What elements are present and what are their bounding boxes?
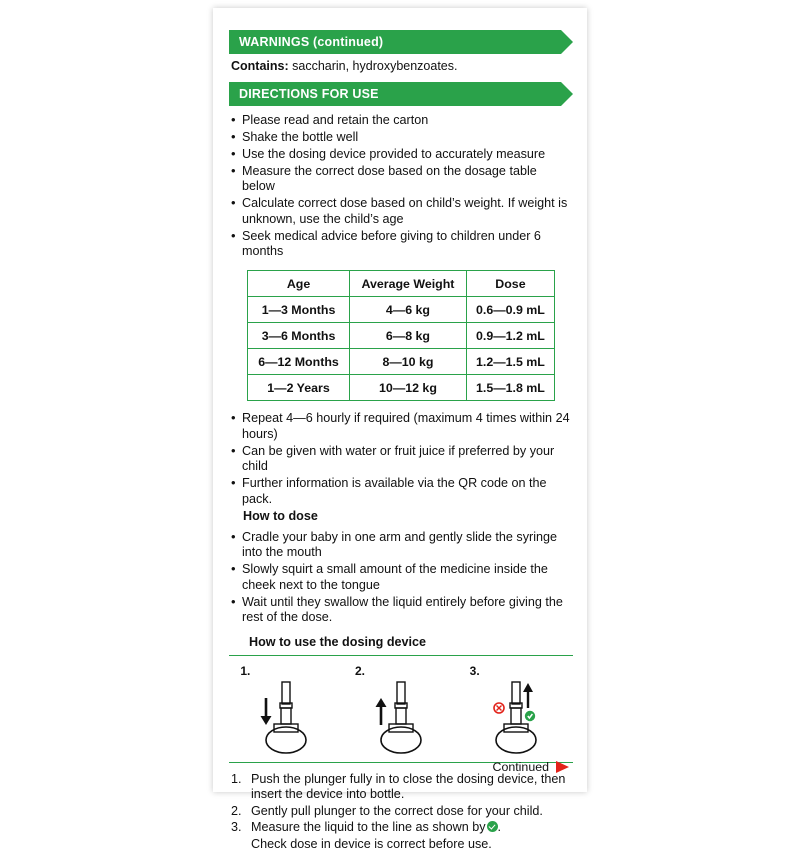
- dosage-table: [247, 270, 555, 401]
- contains-line: [231, 59, 573, 75]
- label-content: [229, 30, 573, 853]
- continued-label: Continued: [492, 760, 549, 774]
- list-item: [249, 837, 573, 852]
- contains-label: Contains:: [231, 59, 289, 73]
- list-item: • Shake the bottle well: [229, 130, 573, 145]
- list-item: • Further information is available via the QR code on the pack.: [229, 476, 573, 507]
- warnings-header-bar: [229, 30, 561, 54]
- list-item: • Calculate correct dose based on child’s weight. If weight is unknown, use the child’s age: [229, 196, 573, 227]
- directions-header-bar: [229, 82, 561, 106]
- dosing-device-illustrations: [229, 655, 573, 763]
- device-step-2-number: 2.: [354, 663, 365, 678]
- step-period: .: [497, 820, 502, 835]
- table-cell: 6—8 kg: [350, 323, 467, 349]
- step-number: 2.: [231, 803, 242, 818]
- table-cell: 3—6 Months: [248, 323, 350, 349]
- device-step-1-number: 1.: [240, 663, 251, 678]
- list-item: • Repeat 4—6 hourly if required (maximum 4 times within 24 hours): [229, 411, 573, 442]
- step-text: Push the plunger fully in to close the dosing device, then insert the device into bottle.: [251, 771, 566, 802]
- table-header-cell: Dose: [466, 271, 554, 297]
- directions-bullet-list: [229, 113, 573, 260]
- device-step-1: [236, 664, 336, 756]
- table-cell: 1—2 Years: [248, 375, 350, 401]
- numbered-instructions: [229, 772, 573, 852]
- list-item: • Use the dosing device provided to accurately measure: [229, 147, 573, 162]
- step-text: Check dose in device is correct before use.: [251, 836, 492, 851]
- table-cell: 1—3 Months: [248, 297, 350, 323]
- contains-text: saccharin, hydroxybenzoates.: [288, 59, 458, 73]
- step-text: Gently pull plunger to the correct dose for your child.: [251, 803, 543, 818]
- label-panel: [213, 8, 587, 851]
- step-number: 3.: [231, 820, 242, 835]
- list-item: • Measure the correct dose based on the dosage table below: [229, 164, 573, 195]
- green-check-icon: [487, 821, 498, 832]
- device-section-title: How to use the dosing device: [249, 634, 427, 649]
- table-cell: 0.6—0.9 mL: [466, 297, 554, 323]
- list-item: [231, 771, 573, 803]
- syringe-measure-check-icon: [466, 678, 566, 756]
- table-cell: 1.5—1.8 mL: [466, 375, 554, 401]
- table-row: [248, 375, 555, 401]
- list-item: • Please read and retain the carton: [229, 113, 573, 128]
- table-cell: 1.2—1.5 mL: [466, 349, 554, 375]
- table-row: [248, 323, 555, 349]
- syringe-push-down-icon: [236, 678, 336, 756]
- list-item: • Cradle your baby in one arm and gently slide the syringe into the mouth: [229, 530, 573, 561]
- list-item: • Can be given with water or fruit juice if preferred by your child: [229, 444, 573, 475]
- step-text: Measure the liquid to the line as shown by: [251, 820, 486, 835]
- arrow-right-icon: [556, 761, 569, 773]
- list-item: • Wait until they swallow the liquid entirely before giving the rest of the dose.: [229, 595, 573, 626]
- list-item: • Seek medical advice before giving to children under 6 months: [229, 229, 573, 260]
- device-step-3: [466, 664, 566, 756]
- step-number: 1.: [231, 771, 242, 786]
- device-step-2: [351, 664, 451, 756]
- how-to-dose-title: How to dose: [243, 508, 318, 523]
- table-header-cell: Average Weight: [350, 271, 467, 297]
- table-header-row: [248, 271, 555, 297]
- table-cell: 8—10 kg: [350, 349, 467, 375]
- table-cell: 4—6 kg: [350, 297, 467, 323]
- how-to-dose-bullet-list: [229, 530, 573, 626]
- list-item: [231, 820, 573, 835]
- table-row: [248, 349, 555, 375]
- table-row: [248, 297, 555, 323]
- table-cell: 10—12 kg: [350, 375, 467, 401]
- device-step-3-number: 3.: [469, 663, 480, 678]
- table-cell: 6—12 Months: [248, 349, 350, 375]
- table-header-cell: Age: [248, 271, 350, 297]
- directions-header-text: DIRECTIONS FOR USE: [229, 82, 561, 106]
- continued-marker: [493, 760, 570, 774]
- warnings-header-text: WARNINGS (continued): [229, 30, 561, 54]
- table-cell: 0.9—1.2 mL: [466, 323, 554, 349]
- after-table-bullet-list: [229, 411, 573, 507]
- syringe-pull-up-icon: [351, 678, 451, 756]
- list-item: [231, 803, 573, 819]
- list-item: • Slowly squirt a small amount of the medicine inside the cheek next to the tongue: [229, 562, 573, 593]
